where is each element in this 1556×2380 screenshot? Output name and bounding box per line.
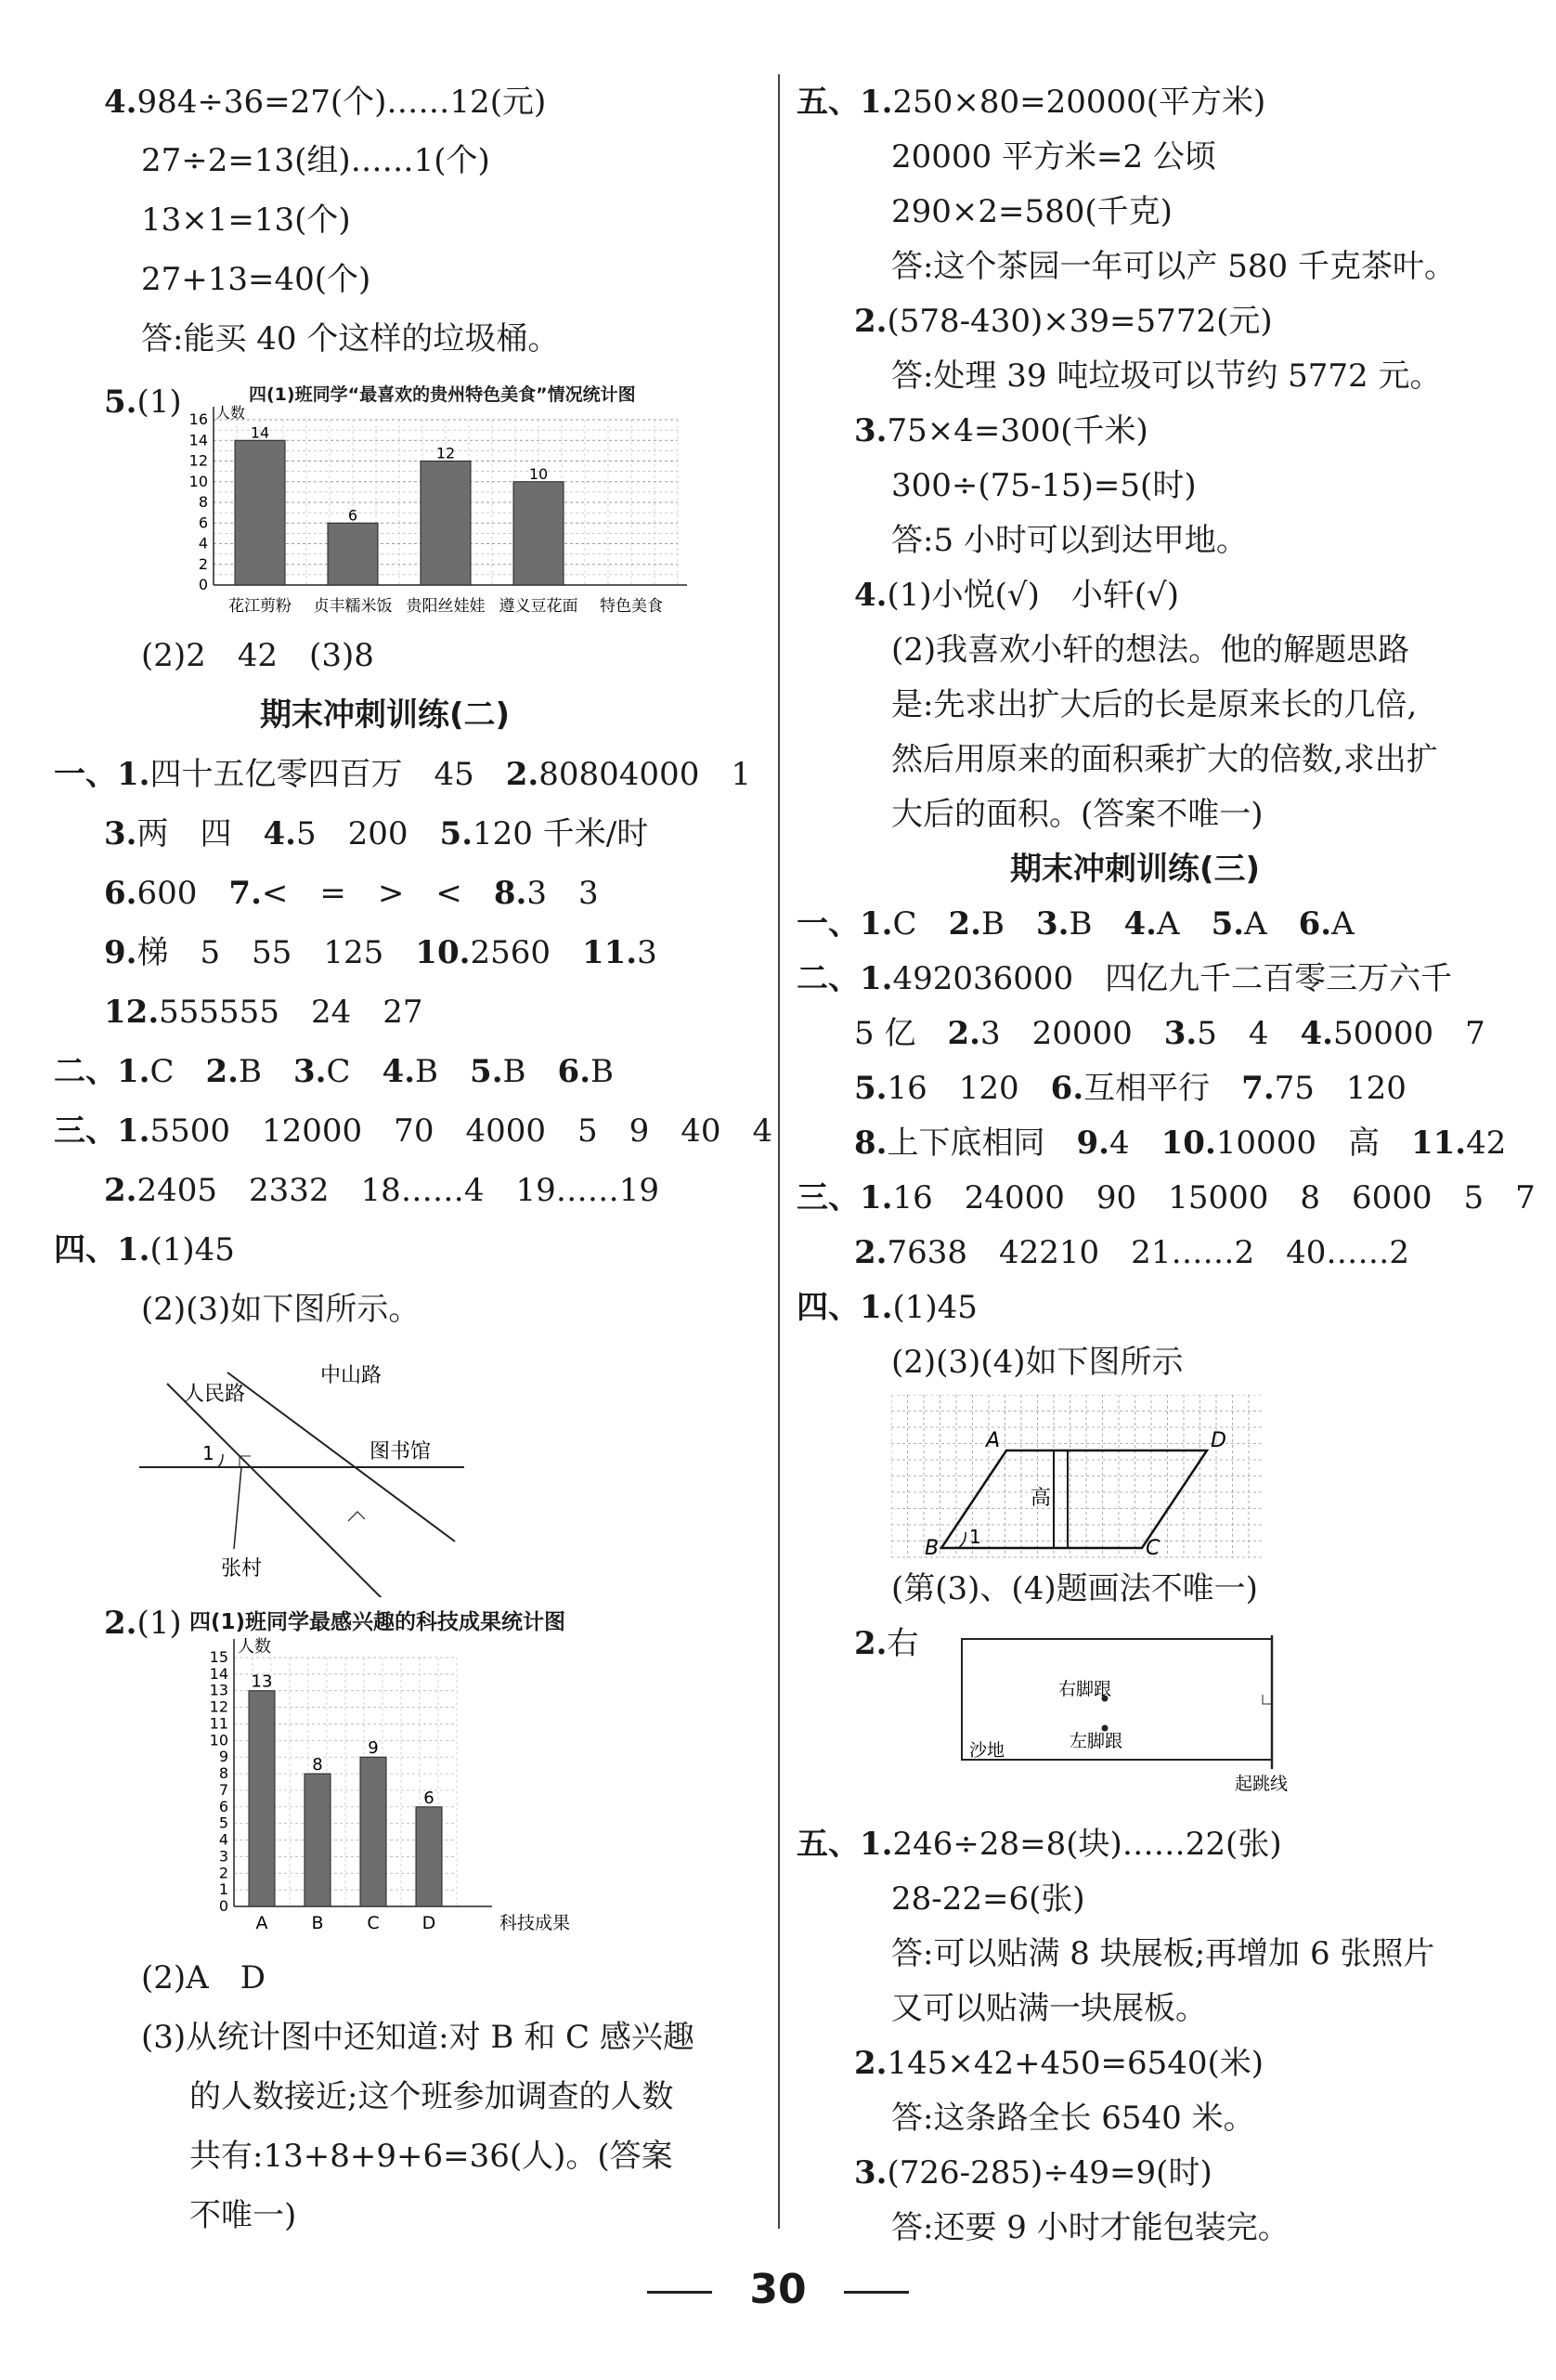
chart1-ytick: 14 [188, 431, 208, 449]
chart1-data-label: 6 [347, 506, 358, 525]
q4-answer: 答:能买 40 个这样的垃圾桶。 [141, 320, 560, 358]
s2-row3: 6.600 7.< = > < 8.3 3 [104, 875, 599, 912]
road-map-figure [130, 1346, 483, 1597]
s3-row1: 一、1.C 2.B 3.B 4.A 5.A 6.A [797, 905, 1355, 943]
chart2-ytick: 11 [209, 1714, 228, 1733]
s3-row2: 二、1.492036000 四亿九千二百零三万六千 [797, 960, 1453, 997]
r-s5b-l4: 又可以贴满一块展板。 [891, 1990, 1207, 2027]
chart2-xtick: D [421, 1913, 436, 1933]
r-s5-q2a: 答:处理 39 吨垃圾可以节约 5772 元。 [891, 358, 1442, 395]
q5-label: 5.(1) [104, 384, 182, 421]
chart2-ytick: 14 [209, 1664, 228, 1683]
s2-row10: (2)(3)如下图所示。 [141, 1291, 421, 1328]
left-heel-label: 左脚跟 [1070, 1731, 1123, 1751]
chart2-bar-chart [186, 1630, 613, 1936]
chart1-xtick: 花江剪粉 [228, 597, 292, 616]
chart1-ytick: 2 [198, 554, 208, 573]
chart1-bar-chart [176, 399, 771, 622]
s2-row1: 一、1.四十五亿零四百万 45 2.80804000 1 [54, 756, 751, 793]
section2-title: 期末冲刺训练(二) [260, 696, 511, 734]
r-s5-q4-l3: 是:先求出扩大后的长是原来长的几倍, [891, 686, 1418, 723]
q5-answer: (2)2 42 (3)8 [141, 637, 374, 674]
parallelogram-grid-figure [891, 1395, 1281, 1562]
q4-line4: 27+13=40(个) [141, 261, 371, 298]
s2-row2: 3.两 四 4.5 200 5.120 千米/时 [104, 815, 649, 852]
r-s5-q3: 3.75×4=300(千米) [854, 412, 1148, 449]
s3-row3: 5 亿 2.3 20000 3.5 4 4.50000 7 [854, 1015, 1485, 1052]
takeoff-line-label: 起跳线 [1235, 1774, 1289, 1794]
chart1-bar [235, 440, 285, 585]
chart1-bar [421, 462, 471, 586]
chart2-ytick: 9 [218, 1748, 228, 1766]
chart2-title: 四(1)班同学最感兴趣的科技成果统计图 [189, 1610, 566, 1634]
road-label-zhongshan: 中山路 [320, 1364, 383, 1387]
s3-q2: 2.右 [854, 1625, 919, 1662]
chart1-xtick: 遵义豆花面 [499, 597, 578, 616]
q4-line1: 4.984÷36=27(个)……12(元) [104, 84, 547, 121]
chart1-ytick: 12 [188, 451, 208, 470]
section3-title: 期末冲刺训练(三) [1010, 851, 1261, 888]
vertex-D: D [1211, 1429, 1226, 1452]
s2-row4: 9.梯 5 55 125 10.2560 11.3 [104, 934, 657, 971]
chart1-xtick: 贞丰糯米饭 [313, 597, 393, 616]
height-label: 高 [1031, 1487, 1052, 1510]
chart1-bar [328, 523, 378, 585]
chart2-xtick: C [367, 1913, 380, 1933]
road-label-renmin: 人民路 [184, 1383, 246, 1406]
s3-row8: 四、1.(1)45 [797, 1289, 978, 1326]
chart2-ytick: 6 [218, 1797, 228, 1815]
chart2-data-label: 6 [423, 1788, 434, 1808]
s2-row6: 二、1.C 2.B 3.C 4.B 5.B 6.B [54, 1053, 615, 1090]
s2-row9: 四、1.(1)45 [54, 1231, 235, 1268]
vertex-A: A [986, 1429, 1001, 1452]
column-divider [778, 74, 780, 2229]
chart2-bar [305, 1774, 331, 1906]
r-s5-q3a: 答:5 小时可以到达甲地。 [891, 522, 1248, 559]
chart2-data-label: 8 [312, 1755, 323, 1775]
chart1-ytick: 10 [188, 472, 208, 490]
chart2-ytick: 13 [209, 1681, 228, 1699]
chart2-ytick: 1 [218, 1880, 228, 1899]
s2-q2-a2: (2)A D [141, 1959, 266, 1996]
r-s5-q2: 2.(578-430)×39=5772(元) [854, 303, 1273, 340]
sandpit-figure [956, 1630, 1346, 1797]
s2-row8: 2.2405 2332 18……4 19……19 [104, 1172, 659, 1209]
chart2-bar [360, 1757, 386, 1906]
s2-q2-a3-line1: (3)从统计图中还知道:对 B 和 C 感兴趣 [141, 2019, 694, 2056]
chart1-data-label: 10 [528, 464, 549, 483]
chart1-ylabel: 人数 [215, 404, 246, 422]
chart1-xtick: 特色美食 [600, 597, 663, 616]
grid-angle-label: 1 [969, 1526, 981, 1548]
chart2-bar [249, 1691, 275, 1906]
r-s5b-q3: 3.(726-285)÷49=9(时) [854, 2154, 1212, 2191]
chart2-ytick: 2 [218, 1864, 228, 1882]
chart2-xlabel: 科技成果 [499, 1913, 571, 1933]
chart1-bar [513, 482, 564, 585]
r-s5-q4: 4.(1)小悦(√) 小轩(√) [854, 577, 1180, 614]
s2-q2-a3-line2: 的人数接近;这个班参加调查的人数 [189, 2078, 674, 2115]
right-heel-label: 右脚跟 [1058, 1679, 1112, 1699]
village-label: 张村 [221, 1557, 263, 1580]
r-s5-q4-l4: 然后用原来的面积乘扩大的倍数,求出扩 [891, 741, 1438, 778]
chart1-data-label: 12 [435, 444, 456, 462]
chart1-ytick: 8 [198, 493, 208, 511]
r-s5b-l2: 28-22=6(张) [891, 1880, 1085, 1918]
s2-row7: 三、1.5500 12000 70 4000 5 9 40 4 [54, 1112, 773, 1150]
vertex-B: B [925, 1537, 940, 1560]
chart2-xtick: B [311, 1913, 324, 1933]
chart2-ytick: 15 [209, 1648, 228, 1666]
r-s5-q1: 五、1.250×80=20000(平方米) [797, 84, 1266, 121]
chart2-ytick: 0 [218, 1897, 228, 1915]
r-s5b-l3: 答:可以贴满 8 块展板;再增加 6 张照片 [891, 1935, 1435, 1972]
s2-q2-a3-line4: 不唯一) [189, 2197, 297, 2234]
q2-label: 2.(1) [104, 1605, 182, 1642]
chart2-ytick: 7 [218, 1780, 228, 1799]
r-s5-l3: 290×2=580(千克) [891, 193, 1173, 230]
r-s5b-q1: 五、1.246÷28=8(块)……22(张) [797, 1826, 1282, 1863]
chart2-ytick: 5 [218, 1814, 228, 1832]
grid-lines [891, 1395, 1263, 1557]
chart2-data-label: 9 [368, 1738, 379, 1759]
chart2-data-label: 13 [251, 1671, 273, 1692]
q4-line3: 13×1=13(个) [141, 202, 351, 239]
chart2-ytick: 4 [218, 1830, 228, 1849]
library-label: 图书馆 [370, 1440, 432, 1463]
r-s5-l4: 答:这个茶园一年可以产 580 千克茶叶。 [891, 248, 1456, 285]
chart1-data-label: 14 [250, 423, 270, 442]
chart2-ytick: 12 [209, 1697, 228, 1716]
chart1-title: 四(1)班同学“最喜欢的贵州特色美食”情况统计图 [249, 384, 636, 405]
s2-q2-a3-line3: 共有:13+8+9+6=36(人)。(答案 [189, 2138, 673, 2175]
chart2-xtick: A [255, 1913, 268, 1933]
s3-row5: 8.上下底相同 9.4 10.10000 高 11.42 [854, 1125, 1507, 1162]
r-s5b-q2a: 答:这条路全长 6540 米。 [891, 2100, 1255, 2137]
chart1-ytick: 16 [188, 410, 208, 428]
chart2-ytick: 3 [218, 1847, 228, 1866]
sand-label: 沙地 [969, 1740, 1005, 1761]
r-s5b-q3a: 答:还要 9 小时才能包装完。 [891, 2209, 1290, 2246]
q4-line2: 27÷2=13(组)……1(个) [141, 142, 490, 179]
r-s5b-q2: 2.145×42+450=6540(米) [854, 2045, 1264, 2082]
r-s5-q3b: 300÷(75-15)=5(时) [891, 467, 1197, 504]
s3-row6: 三、1.16 24000 90 15000 8 6000 5 7 [797, 1179, 1536, 1216]
chart1-ytick: 4 [198, 534, 208, 553]
vertex-C: C [1146, 1537, 1161, 1560]
chart1-xtick: 贵阳丝娃娃 [406, 597, 486, 616]
r-s5-l2: 20000 平方米=2 公顷 [891, 138, 1216, 176]
r-s5-q4-l5: 大后的面积。(答案不唯一) [891, 796, 1264, 833]
s3-row7: 2.7638 42210 21……2 40……2 [854, 1234, 1409, 1271]
chart1-ytick: 0 [198, 576, 208, 593]
s2-row5: 12.555555 24 27 [104, 994, 423, 1031]
chart1-ytick: 6 [198, 514, 208, 532]
r-s5-q4-l2: (2)我喜欢小轩的想法。他的解题思路 [891, 631, 1410, 669]
s3-row10: (第(3)、(4)题画法不唯一) [891, 1570, 1258, 1607]
chart2-ytick: 8 [218, 1764, 228, 1783]
chart2-ylabel: 人数 [238, 1637, 271, 1657]
s3-row4: 5.16 120 6.互相平行 7.75 120 [854, 1070, 1407, 1107]
s3-row9: (2)(3)(4)如下图所示 [891, 1344, 1184, 1381]
angle-label: 1 [202, 1442, 214, 1464]
chart2-ytick: 10 [209, 1731, 228, 1749]
page-number: 30 [0, 2266, 1556, 2313]
chart2-bar [416, 1807, 442, 1906]
